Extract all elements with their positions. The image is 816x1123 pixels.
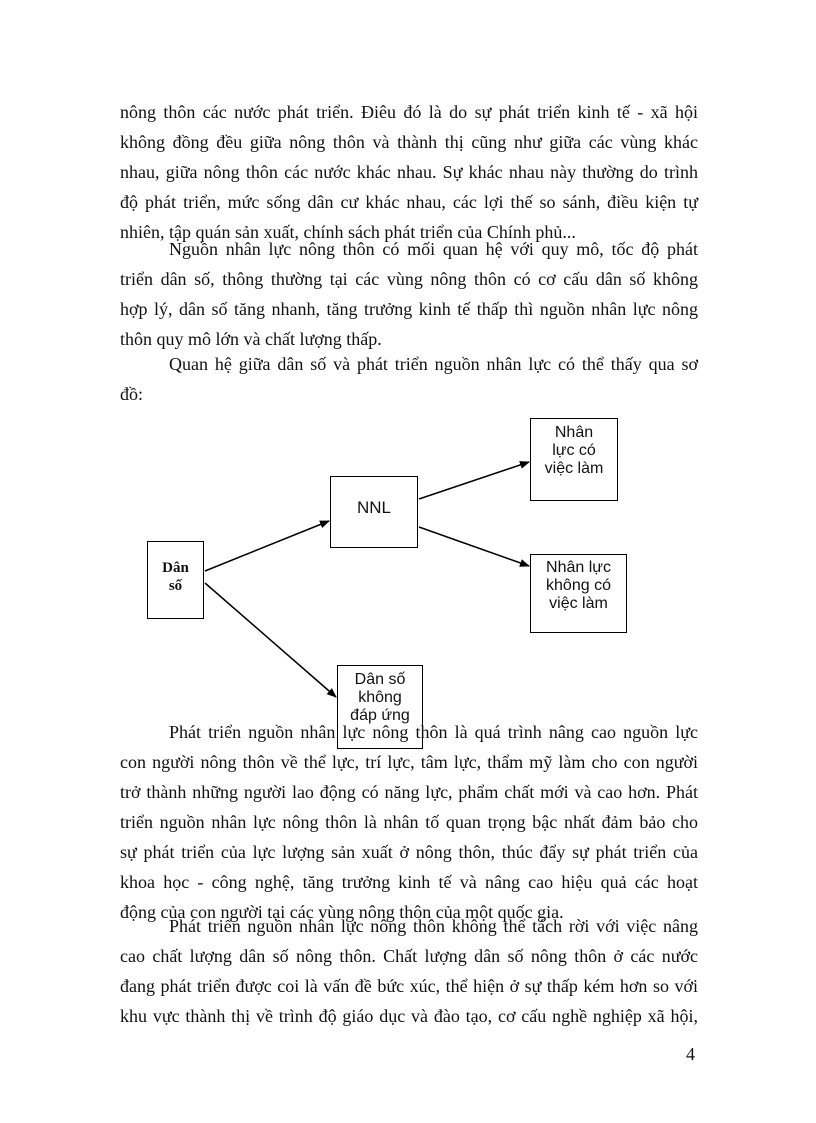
text-line: nhiên, tập quán sản xuất, chính sách phát triển của Chính phủ...	[120, 222, 576, 242]
text-line: triển dân số, thông thường tại các vùng nông thôn có cơ cấu dân số không	[120, 269, 698, 289]
text-line: đang phát triển được coi là vấn đề bức xúc, thể hiện ở sự thấp kém hơn so với	[120, 976, 698, 996]
text-line: khoa học - công nghệ, tăng trưởng kinh tế và nâng cao hiệu quả các hoạt	[120, 872, 698, 892]
box-nhan-luc-khong-co-viec-lam	[530, 554, 627, 633]
box-label: Nhân lực	[546, 559, 611, 576]
box-label: việc làm	[549, 595, 608, 612]
arrow-danso-to-khongdapung	[205, 583, 336, 697]
text-line: trở thành những người lao động có năng lực, phẩm chất mới và cao hơn. Phát	[120, 782, 698, 802]
text-line: Quan hệ giữa dân số và phát triển nguồn nhân lực có thể thấy qua sơ	[169, 354, 698, 374]
text-line: Phát triển nguồn nhân lực nông thôn không thể tách rời với việc nâng	[169, 916, 698, 936]
text-line: độ phát triển, mức sống dân cư khác nhau, các lợi thế so sánh, điều kiện tự	[120, 192, 698, 212]
text-line: đồ:	[120, 384, 144, 404]
text-line: động của con người tại các vùng nông thôn của một quốc gia.	[120, 902, 564, 922]
text-line: thôn quy mô lớn và chất lượng thấp.	[120, 329, 382, 349]
box-nnl	[330, 476, 418, 548]
box-label: lực có	[552, 442, 596, 459]
text-line: khu vực thành thị về trình độ giáo dục và đào tạo, cơ cấu nghề nghiệp xã hội,	[120, 1006, 698, 1026]
text-line: sự phát triển của lực lượng sản xuất ở nông thôn, thúc đẩy sự phát triển của	[120, 842, 698, 862]
arrow-nnl-to-coviec	[419, 462, 529, 499]
text-line: không đồng đều giữa nông thôn và thành thị cũng như giữa các vùng khác	[120, 132, 698, 152]
arrow-nnl-to-khongviec	[419, 527, 529, 566]
paragraph-4	[120, 717, 698, 927]
box-label: việc làm	[544, 460, 604, 477]
box-label: Nhân	[554, 424, 594, 441]
box-label: Dân số	[354, 671, 406, 688]
text-line: Phát triển nguồn nhân lực nông thôn là quá trình nâng cao nguồn lực	[169, 722, 698, 742]
paragraph-5	[120, 911, 698, 1031]
text-line: triển nguồn nhân lực nông thôn là nhân tố quan trọng bậc nhất đảm bảo cho	[120, 812, 698, 832]
text-line: cao chất lượng dân số nông thôn. Chất lượng dân số nông thôn ở các nước	[120, 946, 698, 966]
box-label: đáp ứng	[350, 707, 410, 724]
box-label: Dân	[162, 560, 189, 576]
text-line: nhau, giữa nông thôn các nước khác nhau. Sự khác nhau này thường do trình	[120, 162, 698, 182]
text-line: con người nông thôn về thể lực, trí lực, tâm lực, thẩm mỹ làm cho con người	[120, 752, 698, 772]
box-label: không có	[546, 577, 611, 594]
box-nhan-luc-co-viec-lam	[530, 418, 618, 501]
page-number: 4	[686, 1044, 695, 1064]
text-line: hợp lý, dân số tăng nhanh, tăng trưởng kinh tế thấp thì nguồn nhân lực nông	[120, 299, 698, 319]
box-label: không	[358, 689, 402, 706]
text-line: nông thôn các nước phát triển. Điêu đó là do sự phát triển kinh tế - xã hội	[120, 102, 698, 122]
box-dan-so	[147, 541, 204, 619]
text-line: Nguồn nhân lực nông thôn có mối quan hệ với quy mô, tốc độ phát	[169, 239, 698, 259]
box-label: số	[168, 578, 183, 594]
box-label: NNL	[356, 498, 391, 517]
arrow-danso-to-nnl	[205, 521, 329, 571]
